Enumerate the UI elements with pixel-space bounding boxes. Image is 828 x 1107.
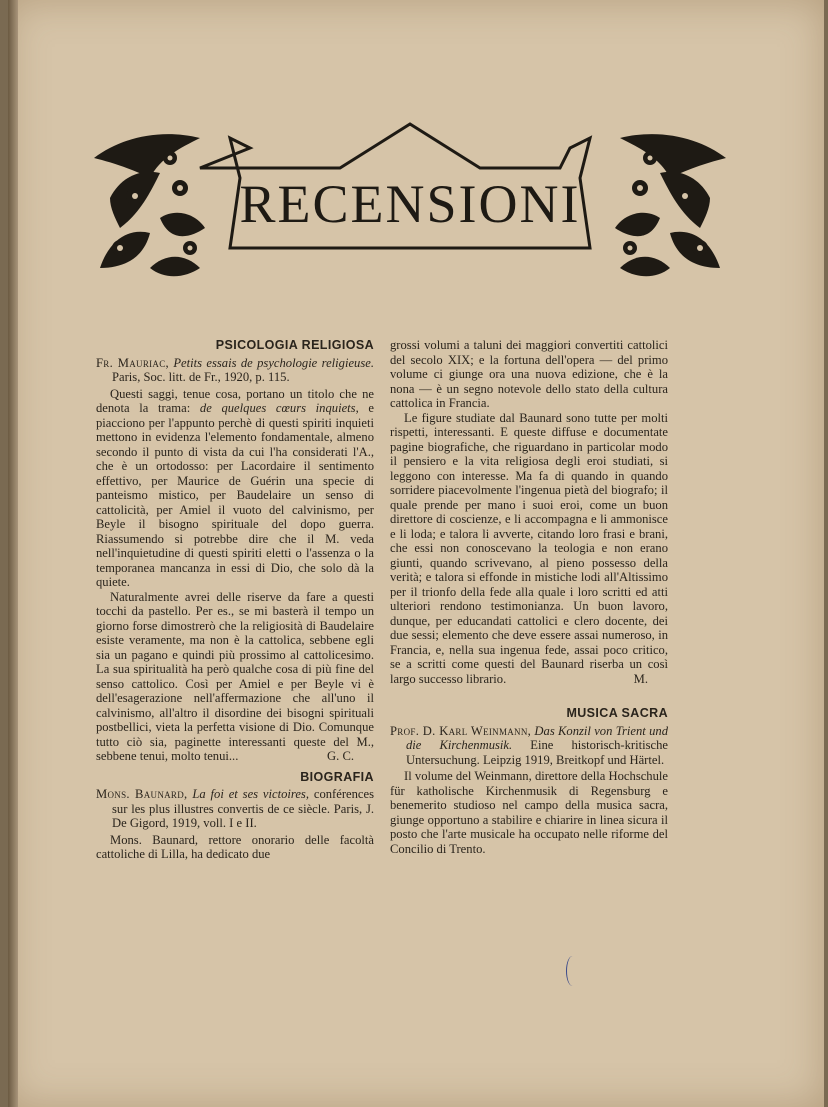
page-binding-edge: [8, 0, 18, 1107]
paragraph: [96, 590, 374, 764]
cite-work: La foi et ses victoires,: [192, 787, 309, 801]
cite-author: Mons. Baunard,: [96, 787, 188, 801]
cite-rest: Paris, Soc. litt. de Fr., 1920, p. 115.: [112, 370, 290, 384]
citation-weinmann: [390, 724, 668, 768]
left-floral-ornament: [94, 134, 205, 276]
text-run-italic: de quelques cœurs inquiets,: [199, 401, 359, 415]
left-column: [96, 338, 374, 862]
section-title-musica: MUSICA SACRA: [566, 706, 668, 720]
paragraph: [390, 411, 668, 687]
cite-author: Fr. Mauriac,: [96, 355, 169, 370]
pen-mark: [566, 956, 579, 986]
text-run: Questi saggi, tenue cosa, portano un titolo che ne denota la trama:: [96, 386, 374, 415]
review-signature: M.: [633, 671, 648, 686]
paragraph: Il volume del Weinmann, direttore della Hochschule für katholische Kirchenmusik di Regensburg e benemerito studioso nel campo della musica sacra, giunge opportuno a stabilire e chiarire in linea sicura il posto che l'arte musicale ha occupato nelle riforme del Concilio di Trento.: [390, 769, 668, 856]
cite-work: Das Konzil von Trient und die Kirchenmusik.: [406, 723, 668, 752]
right-floral-ornament: [615, 134, 726, 276]
cite-rest: Eine historisch-kritische Untersuchung. Leipzig 1919, Breitkopf und Härtel.: [406, 738, 668, 767]
header-banner: [90, 118, 730, 288]
paragraph: Mons. Baunard, rettore onorario delle facoltà cattoliche di Lilla, ha dedicato due: [96, 832, 374, 861]
cite-author: Prof. D. Karl Weinmann,: [390, 723, 532, 738]
paragraph: [96, 387, 374, 590]
cite-work: Petits essais de psychologie religieuse.: [173, 355, 374, 370]
text-run: Naturalmente avrei delle riserve da fare a questi tocchi da pastello. Per es., se mi basterà il tempo un giorno forse dimostrerò che la religiosità di Baudelaire esiste veramente, ma non è la cattolica, sebbene egli sia un pagano e quindi più prossimo al cattolicesimo. La sua spiritualità ha però qualche cosa di più fine del senso cattolico. Così per Amiel e per Beyle vi è dell'esagerazione nell'affermazione che all'uno il calvinismo, all'altro il disordine dei bisogni spirituali postbellici, vieta la perfetta visione di Dio. Comunque tutto ciò sia, paginette interessanti queste del M., sebbene tenui, molto tenui...: [96, 589, 374, 763]
cite-rest: conférences sur les plus illustres convertis de ce siècle. Paris, J. De Gigord, 1919, voll. I e II.: [112, 787, 374, 830]
page: [8, 0, 824, 1107]
citation-baunard: [96, 787, 374, 831]
paragraph: grossi volumi a taluni dei maggiori convertiti cattolici del secolo XIX; e la fortuna dell'opera — del primo volume ci giunge ora una nuova edizione, che è la nona — è un segno notevole dello stato della cultura cattolica in Francia.: [390, 338, 668, 410]
review-signature: G. C.: [327, 749, 354, 763]
section-title-biografia: BIOGRAFIA: [300, 769, 374, 784]
header-title: RECENSIONI: [239, 174, 581, 234]
section-title-psicologia: PSICOLOGIA RELIGIOSA: [215, 338, 374, 352]
text-run: Le figure studiate dal Baunard sono tutte per molti rispetti, interessanti. E queste diffuse e documentate pagine biografiche, che riguardano in particolar modo il pensiero e la vita religiosa degli eroi studiati, si leggono con interesse. Ma fa di quando in quando sorridere piacevolmente l'ingenua pietà del biografo; il quale prende per mano i suoi eroi, come un buon direttore di coscienze, e li accompagna e li ammonisce e li loda; e talora li avverte, citando loro frasi e brani, che essi non conoscevano la teologia e non erano giunti, quando scrivevano, al pieno possesso della verità; e talora si effonde in mistiche lodi all'Altissimo per il trionfo della fede alla quale i loro scritti ed atti ulteriori rendono testimonianza. Un buon lavoro, dunque, per educandati cattolici e clero docente, dei due sessi; elemento che deve essere assai numeroso, in Francia, e, nella sua ingenua fede, assai poco critico, se a scritti come questi del Baunard riserba un così largo successo librario.: [390, 410, 668, 686]
right-column: [390, 338, 668, 856]
citation-mauriac: [96, 356, 374, 385]
text-run: e piacciono per l'appunto perchè di questi spiriti inquieti mettono in evidenza l'elemento fondamentale, almeno secondo il punto di vista da cui l'ha considerati l'A., che è un ortodosso: per Lacordaire il sentimento effettivo, per Maurice de Guérin una specie di panteismo mistico, per Baudelaire un senso di cattolicità, per Amiel il vuoto del calvinismo, per Beyle il bisogno spirituale del dopo guerra. Riassumendo si potrebbe dire che il M. veda nell'inquietudine di questi spiriti eletti o l'assenza o la temporanea mancanza in essi di Dio, che solo dà la quiete.: [96, 401, 374, 589]
